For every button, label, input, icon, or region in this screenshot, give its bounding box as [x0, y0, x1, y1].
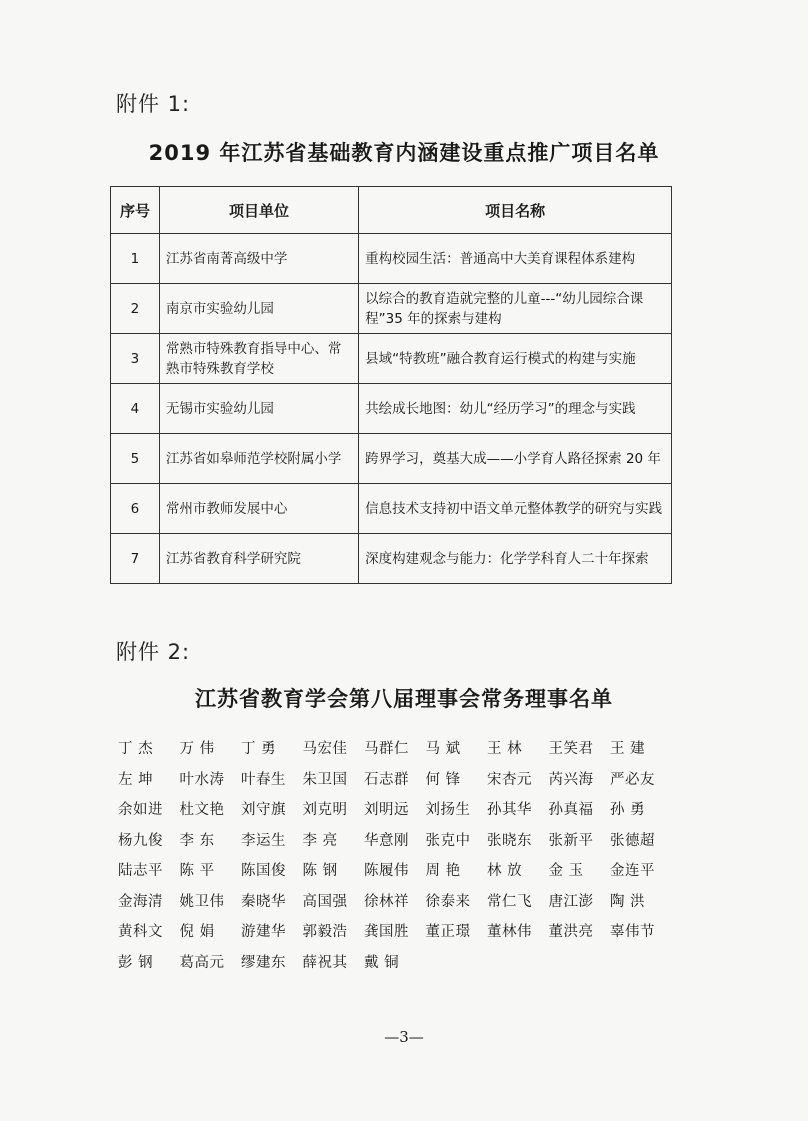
member-name: 刘守旗	[241, 802, 286, 818]
member-name: 李 东	[179, 832, 215, 849]
member-name: 彭 钢	[118, 954, 154, 971]
member-name: 郭毅浩	[302, 924, 348, 940]
row-number: 6	[111, 484, 160, 534]
page-number: —3—	[384, 1028, 424, 1046]
member-name: 陈履伟	[364, 863, 409, 879]
member-name: 王笑君	[548, 741, 594, 757]
table-row	[111, 334, 672, 384]
table-row	[111, 284, 672, 334]
member-name: 陈国俊	[241, 863, 286, 879]
header-name: 项目名称	[359, 187, 672, 234]
member-name: 秦晓华	[241, 893, 286, 910]
member-name: 叶水涛	[179, 771, 225, 788]
row-project-name: 深度构建观念与能力：化学学科育人二十年探索	[359, 534, 672, 584]
member-name: 孙其华	[487, 802, 532, 818]
row-unit: 南京市实验幼儿园	[159, 284, 358, 334]
member-name: 金 玉	[548, 863, 584, 879]
member-name: 芮兴海	[548, 771, 594, 788]
row-number: 2	[111, 284, 160, 334]
table-row	[111, 234, 672, 284]
row-unit: 江苏省如皋师范学校附属小学	[159, 434, 358, 484]
member-name: 薛祝其	[302, 954, 348, 971]
attachment-1-label: 附件 1:	[116, 92, 191, 116]
member-name: 李运生	[241, 832, 286, 849]
member-name: 唐江澎	[548, 893, 594, 910]
member-name: 孙真福	[548, 802, 594, 818]
member-name: 马 斌	[425, 741, 461, 757]
member-name: 陈 钢	[302, 863, 338, 879]
member-name: 左 坤	[118, 771, 154, 788]
member-name: 徐泰来	[425, 893, 471, 910]
row-number: 1	[111, 234, 160, 284]
member-name: 董洪亮	[548, 924, 594, 940]
member-name-list	[118, 737, 678, 981]
member-name: 缪建东	[241, 954, 286, 971]
member-name: 黄科文	[118, 924, 163, 940]
member-name: 姚卫伟	[179, 893, 225, 910]
member-name: 万 伟	[179, 741, 215, 757]
member-name: 董正璟	[425, 924, 471, 940]
member-name: 张晓东	[487, 832, 532, 849]
member-name: 张新平	[548, 832, 594, 849]
member-name: 王 林	[487, 741, 523, 757]
member-name: 张克中	[425, 832, 471, 849]
member-name: 常仁飞	[487, 893, 532, 910]
member-name: 丁 勇	[241, 741, 277, 757]
member-name: 丁 杰	[118, 741, 154, 757]
member-name: 陶 洪	[610, 893, 646, 910]
row-unit: 常州市教师发展中心	[159, 484, 358, 534]
member-name: 孙 勇	[610, 802, 646, 818]
row-unit: 常熟市特殊教育指导中心、常熟市特殊教育学校	[159, 334, 358, 384]
member-name: 杨九俊	[118, 832, 163, 849]
member-name: 游建华	[241, 924, 286, 940]
row-unit: 江苏省教育科学研究院	[159, 534, 358, 584]
row-project-name: 县域“特教班”融合教育运行模式的构建与实施	[359, 334, 672, 384]
member-name: 刘明远	[364, 802, 409, 818]
row-unit: 无锡市实验幼儿园	[159, 384, 358, 434]
row-project-name: 重构校园生活：普通高中大美育课程体系建构	[359, 234, 672, 284]
member-name: 马群仁	[364, 741, 409, 757]
row-project-name: 以综合的教育造就完整的儿童---“幼儿园综合课程”35 年的探索与建构	[359, 284, 672, 334]
member-name: 戴 铜	[364, 954, 400, 971]
member-name: 陈 平	[179, 863, 215, 879]
member-name: 马宏佳	[302, 741, 348, 757]
project-table	[110, 186, 672, 584]
attachment-2-title: 江苏省教育学会第八届理事会常务理事名单	[195, 687, 613, 711]
member-name: 金连平	[610, 863, 655, 879]
member-name: 王 建	[610, 741, 646, 757]
row-number: 3	[111, 334, 160, 384]
attachment-1-title: 2019 年江苏省基础教育内涵建设重点推广项目名单	[148, 141, 660, 165]
header-no: 序号	[111, 187, 160, 234]
table-row	[111, 384, 672, 434]
member-name: 周 艳	[425, 863, 461, 879]
member-name: 叶春生	[241, 771, 286, 788]
row-number: 7	[111, 534, 160, 584]
member-name: 朱卫国	[302, 771, 348, 788]
attachment-2-label: 附件 2:	[116, 640, 191, 664]
member-name: 刘扬生	[425, 802, 471, 818]
member-name: 龚国胜	[364, 924, 409, 940]
member-name: 李 亮	[302, 832, 338, 849]
row-number: 5	[111, 434, 160, 484]
header-unit: 项目单位	[159, 187, 358, 234]
table-row	[111, 484, 672, 534]
row-project-name: 信息技术支持初中语文单元整体教学的研究与实践	[359, 484, 672, 534]
member-name: 余如进	[118, 802, 163, 818]
table-row	[111, 434, 672, 484]
member-name: 宋杏元	[487, 771, 532, 788]
member-name: 刘克明	[302, 802, 348, 818]
member-name: 董林伟	[487, 924, 532, 940]
table-row	[111, 534, 672, 584]
member-name: 倪 娟	[179, 924, 215, 940]
row-project-name: 跨界学习，奠基大成——小学育人路径探索 20 年	[359, 434, 672, 484]
row-unit: 江苏省南菁高级中学	[159, 234, 358, 284]
member-name: 高国强	[302, 893, 348, 910]
member-name: 金海清	[118, 893, 163, 910]
member-name: 林 放	[487, 863, 523, 879]
member-name: 张德超	[610, 832, 655, 849]
member-name: 石志群	[364, 771, 409, 788]
row-number: 4	[111, 384, 160, 434]
row-project-name: 共绘成长地图：幼儿“经历学习”的理念与实践	[359, 384, 672, 434]
member-name: 华意刚	[364, 832, 409, 849]
member-name: 杜文艳	[179, 802, 225, 818]
table-header-row	[111, 187, 672, 234]
member-name: 陆志平	[118, 863, 163, 879]
member-name: 何 锋	[425, 771, 461, 788]
member-name: 徐林祥	[364, 893, 409, 910]
member-name: 辜伟节	[610, 924, 655, 940]
member-name: 葛高元	[179, 954, 225, 971]
member-name: 严必友	[610, 771, 655, 788]
